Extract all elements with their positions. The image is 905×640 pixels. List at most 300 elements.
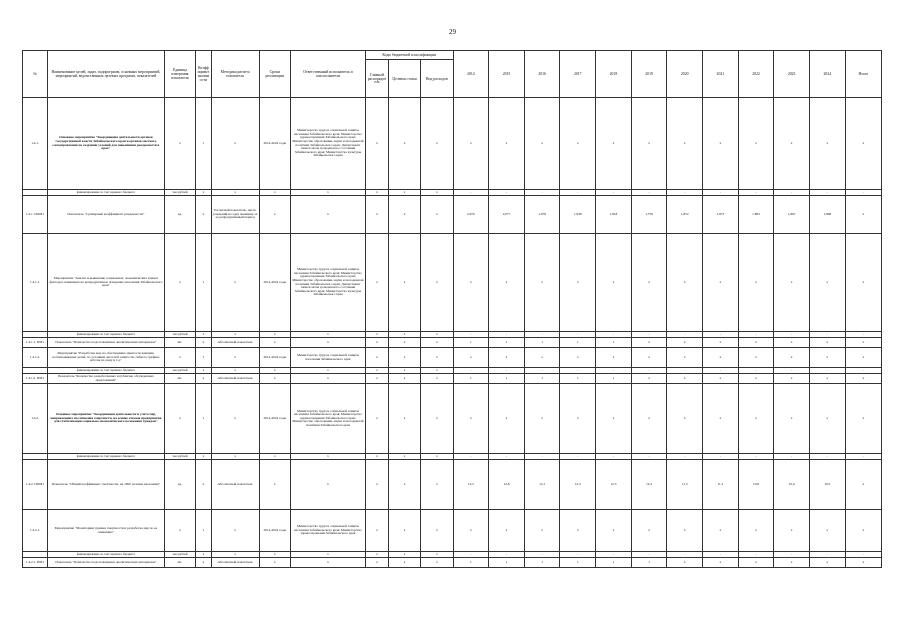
row-total-cell: - — [845, 332, 881, 338]
row-method-cell: Абсолютный показатель — [211, 374, 259, 384]
row-year-value-cell: x — [667, 98, 703, 190]
row-year-value-cell: - — [453, 190, 489, 196]
row-grbs-cell: x — [365, 368, 388, 374]
row-coef-cell: x — [196, 374, 212, 384]
header-year: 2020 — [667, 51, 703, 98]
row-responsible-cell: x — [290, 332, 365, 338]
row-year-value-cell: x — [774, 384, 810, 454]
row-year-value-cell: - — [809, 454, 845, 460]
row-year-value-cell: 1 — [489, 374, 525, 384]
row-year-value-cell: x — [809, 348, 845, 368]
row-responsible-cell: x — [290, 558, 365, 568]
row-responsible-cell: x — [290, 460, 365, 510]
header-coef: Коэффициент значимости — [196, 51, 212, 98]
table-row — [23, 558, 882, 568]
row-year-value-cell: x — [667, 234, 703, 332]
row-year-value-cell: 2,077 — [489, 196, 525, 234]
row-year-value-cell: 12,5 — [453, 460, 489, 510]
row-unit-cell: ед. — [164, 196, 195, 234]
header-year: 2017 — [560, 51, 596, 98]
row-name-cell: финансирование за счет краевого бюджета — [48, 552, 165, 558]
row-year-value-cell: x — [631, 384, 667, 454]
row-year-value-cell: x — [453, 98, 489, 190]
row-year-value-cell: - — [453, 552, 489, 558]
header-year: 2015 — [489, 51, 525, 98]
row-year-value-cell: - — [524, 552, 560, 558]
row-year-value-cell: x — [596, 348, 632, 368]
row-year-value-cell: x — [667, 374, 703, 384]
row-year-value-cell: x — [596, 234, 632, 332]
row-year-value-cell: 1 — [524, 338, 560, 348]
row-year-value-cell: x — [738, 510, 774, 552]
row-year-value-cell: 1,898 — [809, 196, 845, 234]
row-coef-cell: 1 — [196, 510, 212, 552]
row-name-cell: Мероприятие "Мониторинг причин смертности и разработка мер по ее снижению" — [48, 510, 165, 552]
row-year-value-cell: - — [631, 368, 667, 374]
row-unit-cell: шт. — [164, 338, 195, 348]
row-exp-cell: x — [421, 558, 453, 568]
row-year-value-cell: 12,3 — [596, 460, 632, 510]
row-year-value-cell: - — [524, 454, 560, 460]
row-year-value-cell: 11,3 — [667, 460, 703, 510]
row-year-value-cell: - — [489, 368, 525, 374]
row-responsible-cell: Министерство труда и социальной защиты населения Забайкальского края; Министерство здравоохранения Забайкальского края; Министерство образования, науки и молодежной политики Забайкальского края; Департамент записи актов гражданского состояния Забайкальского края; Министерство культуры Забайкальского края — [290, 98, 365, 190]
row-year-value-cell: 1 — [524, 558, 560, 568]
row-total-cell: x — [845, 384, 881, 454]
row-year-value-cell: - — [738, 368, 774, 374]
row-responsible-cell: x — [290, 454, 365, 460]
row-year-value-cell: x — [774, 374, 810, 384]
row-year-value-cell: - — [809, 552, 845, 558]
row-exp-cell: x — [421, 454, 453, 460]
row-year-value-cell: x — [738, 348, 774, 368]
row-responsible-cell: x — [290, 374, 365, 384]
row-grbs-cell: x — [365, 234, 388, 332]
row-year-value-cell: x — [667, 338, 703, 348]
row-total-cell: x — [845, 196, 881, 234]
row-year-value-cell: x — [703, 234, 739, 332]
row-year-value-cell: x — [560, 384, 596, 454]
row-method-cell: x — [211, 454, 259, 460]
row-year-value-cell: - — [596, 368, 632, 374]
row-exp-cell: x — [421, 332, 453, 338]
row-unit-cell: тыс.рублей — [164, 190, 195, 196]
row-exp-cell: x — [421, 196, 453, 234]
row-section-cell: x — [388, 454, 420, 460]
row-year-value-cell: - — [667, 332, 703, 338]
row-year-value-cell: 1 — [560, 374, 596, 384]
row-period-cell: x — [259, 460, 290, 510]
row-coef-cell: x — [196, 460, 212, 510]
row-coef-cell: x — [196, 558, 212, 568]
row-coef-cell: 1 — [196, 384, 212, 454]
row-grbs-cell: x — [365, 510, 388, 552]
row-grbs-cell: x — [365, 332, 388, 338]
row-total-cell: - — [845, 190, 881, 196]
row-year-value-cell: - — [703, 552, 739, 558]
row-total-cell: x — [845, 348, 881, 368]
row-exp-cell: x — [421, 510, 453, 552]
row-year-value-cell: x — [560, 98, 596, 190]
row-year-value-cell: 1 — [596, 374, 632, 384]
row-total-cell: x — [845, 234, 881, 332]
row-year-value-cell: - — [524, 368, 560, 374]
row-unit-cell: x — [164, 234, 195, 332]
row-year-value-cell: 12,4 — [631, 460, 667, 510]
row-period-cell: x — [259, 196, 290, 234]
row-year-value-cell: x — [596, 384, 632, 454]
row-period-cell: x — [259, 190, 290, 196]
row-code-cell: 1.4.2.1. — [23, 510, 48, 552]
row-section-cell: x — [388, 460, 420, 510]
row-year-value-cell: x — [596, 510, 632, 552]
row-year-value-cell: x — [453, 348, 489, 368]
row-name-cell: Мероприятие "Разработка мер по обеспечению занятости женщин, воспитывающих детей, по условиям льготной занятости, гибкого графика работы на дому и т.д." — [48, 348, 165, 368]
header-name: Наименование целей, задач, подпрограмм, основных мероприятий, мероприятий, ведомственных целевых программ, показателей — [48, 51, 165, 98]
table-row — [23, 98, 882, 190]
row-year-value-cell: x — [667, 348, 703, 368]
row-unit-cell: тыс.рублей — [164, 454, 195, 460]
row-name-cell: Основное мероприятие "Координация деятельности органов государственной власти Забайкальского края и органов местного самоуправления по созданию условий для повышения рождаемости в крае" — [48, 98, 165, 190]
header-section: Целевая статья — [388, 60, 420, 98]
row-year-value-cell: 1 — [453, 374, 489, 384]
row-year-value-cell: x — [524, 510, 560, 552]
row-year-value-cell: - — [809, 332, 845, 338]
row-section-cell: x — [388, 384, 420, 454]
row-name-cell: Показатель "Количество разработанных и публично обсужденных предложений" — [48, 374, 165, 384]
row-grbs-cell: x — [365, 460, 388, 510]
header-grbs: Главный распорядитель — [365, 60, 388, 98]
row-name-cell: Показатель "Суммарный коэффициент рождаемости" — [48, 196, 165, 234]
row-method-cell: x — [211, 552, 259, 558]
row-name-cell: Показатель "Количество подготовленных аналитических материалов" — [48, 558, 165, 568]
row-year-value-cell: - — [560, 332, 596, 338]
table-header — [23, 51, 882, 98]
row-code-cell: 1.4.1.1. ПМ1 — [23, 338, 48, 348]
row-year-value-cell: - — [667, 454, 703, 460]
row-code-cell: 1.4.1.1. — [23, 234, 48, 332]
row-year-value-cell: - — [489, 332, 525, 338]
row-responsible-cell: Министерство труда и социальной защиты населения Забайкальского края; Министерство здравоохранения Забайкальского края; Министерство образования, науки и молодежной политики Забайкальского края; Департамент записи актов гражданского состояния Забайкальского края; Министерство культуры Забайкальского края — [290, 234, 365, 332]
row-coef-cell: x — [196, 552, 212, 558]
row-name-cell: финансирование за счет краевого бюджета — [48, 190, 165, 196]
header-responsible: Ответственный исполнитель и соисполнители — [290, 51, 365, 98]
row-exp-cell: x — [421, 98, 453, 190]
row-total-cell: x — [845, 374, 881, 384]
row-year-value-cell: x — [489, 348, 525, 368]
row-year-value-cell: 1,979 — [524, 196, 560, 234]
row-unit-cell: тыс.рублей — [164, 552, 195, 558]
row-year-value-cell: x — [774, 510, 810, 552]
row-year-value-cell: x — [560, 234, 596, 332]
row-year-value-cell: - — [596, 332, 632, 338]
row-exp-cell: x — [421, 190, 453, 196]
row-year-value-cell: 1 — [560, 338, 596, 348]
row-year-value-cell: - — [809, 190, 845, 196]
row-year-value-cell: 11,1 — [703, 460, 739, 510]
row-total-cell: x — [845, 338, 881, 348]
row-exp-cell: x — [421, 348, 453, 368]
row-year-value-cell: - — [560, 190, 596, 196]
header-exp-type: Вид расходов — [421, 60, 453, 98]
header-budget-codes: Коды бюджетной классификации — [365, 51, 453, 60]
row-year-value-cell: - — [596, 552, 632, 558]
row-section-cell: x — [388, 196, 420, 234]
row-year-value-cell: 12,1 — [524, 460, 560, 510]
row-total-cell: - — [845, 454, 881, 460]
row-grbs-cell: x — [365, 348, 388, 368]
row-year-value-cell: 1 — [631, 558, 667, 568]
row-coef-cell: 1 — [196, 98, 212, 190]
row-year-value-cell: - — [738, 454, 774, 460]
row-period-cell: 2014-2024 годы — [259, 510, 290, 552]
row-exp-cell: x — [421, 552, 453, 558]
row-year-value-cell: x — [667, 384, 703, 454]
row-year-value-cell: - — [453, 368, 489, 374]
header-year: 2016 — [524, 51, 560, 98]
row-unit-cell: тыс.рублей — [164, 332, 195, 338]
row-year-value-cell: - — [703, 454, 739, 460]
row-year-value-cell: x — [738, 374, 774, 384]
row-period-cell: x — [259, 374, 290, 384]
row-period-cell: x — [259, 454, 290, 460]
row-code-cell: 1.4.1.2. ПМ1 — [23, 374, 48, 384]
row-coef-cell: x — [196, 338, 212, 348]
row-year-value-cell: - — [774, 368, 810, 374]
row-year-value-cell: x — [667, 558, 703, 568]
row-year-value-cell: - — [667, 368, 703, 374]
row-name-cell: Мероприятие "Анализ и выявление социальных, экономических и иных факторов, влияющих на репродуктивное поведение населения Забайкальского края" — [48, 234, 165, 332]
row-grbs-cell: x — [365, 552, 388, 558]
row-year-value-cell: x — [560, 510, 596, 552]
table-body — [23, 98, 882, 568]
row-year-value-cell: x — [809, 384, 845, 454]
row-coef-cell: 1 — [196, 348, 212, 368]
row-year-value-cell: - — [738, 332, 774, 338]
row-coef-cell: x — [196, 190, 212, 196]
row-year-value-cell: x — [489, 234, 525, 332]
row-grbs-cell: x — [365, 454, 388, 460]
row-exp-cell: x — [421, 368, 453, 374]
row-responsible-cell: Министерство труда и социальной защиты населения Забайкальского края; Министерство здравоохранения Забайкальского края — [290, 510, 365, 552]
row-year-value-cell: 1 — [489, 558, 525, 568]
row-responsible-cell: x — [290, 196, 365, 234]
row-year-value-cell: 1 — [596, 338, 632, 348]
row-year-value-cell: - — [703, 190, 739, 196]
row-method-cell: x — [211, 190, 259, 196]
row-year-value-cell: x — [524, 98, 560, 190]
row-year-value-cell: - — [667, 190, 703, 196]
row-year-value-cell: 10,5 — [809, 460, 845, 510]
row-year-value-cell: - — [667, 552, 703, 558]
row-method-cell: x — [211, 332, 259, 338]
row-year-value-cell: x — [809, 510, 845, 552]
row-unit-cell: тыс.рублей — [164, 368, 195, 374]
row-grbs-cell: x — [365, 384, 388, 454]
row-year-value-cell: 1,873 — [703, 196, 739, 234]
row-year-value-cell: x — [703, 374, 739, 384]
row-code-cell: 1.4.2.1. ПМ1 — [23, 558, 48, 568]
row-coef-cell: 1 — [196, 234, 212, 332]
row-period-cell: x — [259, 558, 290, 568]
program-table — [22, 50, 882, 568]
row-section-cell: x — [388, 332, 420, 338]
row-section-cell: x — [388, 552, 420, 558]
row-responsible-cell: x — [290, 552, 365, 558]
row-responsible-cell: x — [290, 190, 365, 196]
row-year-value-cell: x — [809, 374, 845, 384]
row-period-cell: x — [259, 332, 290, 338]
row-method-cell: x — [211, 234, 259, 332]
row-exp-cell: x — [421, 374, 453, 384]
row-grbs-cell: x — [365, 374, 388, 384]
row-year-value-cell: x — [809, 558, 845, 568]
header-method: Методика расчета показателя — [211, 51, 259, 98]
row-method-cell: Абсолютный показатель — [211, 338, 259, 348]
row-year-value-cell: x — [631, 510, 667, 552]
row-period-cell: x — [259, 552, 290, 558]
row-year-value-cell: 1 — [489, 338, 525, 348]
page-number: 29 — [449, 28, 456, 36]
table-row — [23, 338, 882, 348]
row-year-value-cell: x — [738, 234, 774, 332]
header-year: 2023 — [774, 51, 810, 98]
row-year-value-cell: x — [809, 338, 845, 348]
row-year-value-cell: - — [774, 332, 810, 338]
row-coef-cell: x — [196, 368, 212, 374]
row-total-cell: x — [845, 460, 881, 510]
row-year-value-cell: - — [489, 552, 525, 558]
row-name-cell: финансирование за счет краевого бюджета — [48, 368, 165, 374]
row-year-value-cell: 1,897 — [774, 196, 810, 234]
row-method-cell: x — [211, 368, 259, 374]
row-year-value-cell: x — [489, 510, 525, 552]
row-name-cell: Показатель "Количество подготовленных аналитических материалов" — [48, 338, 165, 348]
row-name-cell: финансирование за счет краевого бюджета — [48, 332, 165, 338]
row-year-value-cell: x — [596, 98, 632, 190]
row-exp-cell: x — [421, 234, 453, 332]
row-year-value-cell: x — [809, 234, 845, 332]
row-unit-cell: x — [164, 384, 195, 454]
row-name-cell: Основное мероприятие "Координация деятельности и учета мер, направленных на снижение смертности, на основе отказов предприятия для стабилизации социально-экономического положения граждан" — [48, 384, 165, 454]
row-code-cell: 1.4.1. — [23, 98, 48, 190]
row-year-value-cell: - — [596, 454, 632, 460]
row-year-value-cell: 1 — [596, 558, 632, 568]
row-year-value-cell: x — [738, 98, 774, 190]
row-year-value-cell: - — [774, 454, 810, 460]
table-row — [23, 196, 882, 234]
row-grbs-cell: x — [365, 558, 388, 568]
row-year-value-cell: 1,938 — [560, 196, 596, 234]
row-year-value-cell: x — [703, 338, 739, 348]
header-unit: Единица измерения показателя — [164, 51, 195, 98]
row-unit-cell: ед. — [164, 460, 195, 510]
row-year-value-cell: - — [560, 454, 596, 460]
row-year-value-cell: x — [774, 98, 810, 190]
row-year-value-cell: - — [774, 190, 810, 196]
row-total-cell: x — [845, 98, 881, 190]
row-year-value-cell: x — [774, 338, 810, 348]
row-year-value-cell: 1 — [453, 338, 489, 348]
row-method-cell: Расчетный показатель: число рождений на одну женщину за ее репродуктивный период — [211, 196, 259, 234]
row-section-cell: x — [388, 510, 420, 552]
row-year-value-cell: x — [453, 384, 489, 454]
row-section-cell: x — [388, 368, 420, 374]
row-year-value-cell: - — [703, 368, 739, 374]
row-year-value-cell: - — [631, 552, 667, 558]
row-year-value-cell: x — [738, 338, 774, 348]
row-exp-cell: x — [421, 384, 453, 454]
row-year-value-cell: - — [489, 454, 525, 460]
row-year-value-cell: 2,070 — [453, 196, 489, 234]
row-method-cell: x — [211, 510, 259, 552]
row-year-value-cell: x — [703, 384, 739, 454]
row-year-value-cell: - — [560, 368, 596, 374]
row-year-value-cell: x — [489, 384, 525, 454]
row-code-cell: 1.4.2. — [23, 384, 48, 454]
row-year-value-cell: 1,852 — [667, 196, 703, 234]
row-section-cell: x — [388, 348, 420, 368]
row-unit-cell: x — [164, 98, 195, 190]
row-year-value-cell: x — [703, 558, 739, 568]
row-year-value-cell: - — [596, 190, 632, 196]
row-year-value-cell: x — [631, 348, 667, 368]
row-period-cell: 2014-2024 годы — [259, 234, 290, 332]
row-grbs-cell: x — [365, 190, 388, 196]
row-section-cell: x — [388, 374, 420, 384]
row-year-value-cell: x — [524, 234, 560, 332]
row-year-value-cell: - — [631, 190, 667, 196]
row-year-value-cell: 10,4 — [774, 460, 810, 510]
row-year-value-cell: 1 — [453, 558, 489, 568]
row-responsible-cell: Министерство труда и социальной защиты населения Забайкальского края — [290, 348, 365, 368]
row-year-value-cell: x — [560, 348, 596, 368]
row-year-value-cell: x — [667, 510, 703, 552]
row-year-value-cell: x — [703, 510, 739, 552]
header-period: Сроки реализации — [259, 51, 290, 98]
row-total-cell: - — [845, 368, 881, 374]
row-year-value-cell: 1 — [560, 558, 596, 568]
row-unit-cell: x — [164, 510, 195, 552]
row-unit-cell: x — [164, 348, 195, 368]
row-year-value-cell: x — [703, 348, 739, 368]
row-unit-cell: шт. — [164, 558, 195, 568]
header-num: № — [23, 51, 48, 98]
row-responsible-cell: Министерство труда и социальной защиты населения Забайкальского края; Министерство здравоохранения Забайкальского края; Министерство образования, науки и молодежной политики Забайкальского края — [290, 384, 365, 454]
row-section-cell: x — [388, 234, 420, 332]
row-code-cell: 1.4.1. ПОМ1 — [23, 196, 48, 234]
row-year-value-cell: x — [453, 510, 489, 552]
row-grbs-cell: x — [365, 338, 388, 348]
row-year-value-cell: - — [524, 190, 560, 196]
header-year: 2024 — [809, 51, 845, 98]
row-year-value-cell: - — [453, 332, 489, 338]
row-year-value-cell: x — [453, 234, 489, 332]
header-year: 2022 — [738, 51, 774, 98]
row-year-value-cell: x — [738, 558, 774, 568]
row-year-value-cell: 1,893 — [738, 196, 774, 234]
row-exp-cell: x — [421, 460, 453, 510]
row-responsible-cell: x — [290, 338, 365, 348]
row-section-cell: x — [388, 558, 420, 568]
row-method-cell: x — [211, 98, 259, 190]
header-total: Итого — [845, 51, 881, 98]
row-year-value-cell: 12,8 — [489, 460, 525, 510]
row-year-value-cell: - — [489, 190, 525, 196]
row-year-value-cell: x — [631, 98, 667, 190]
row-period-cell: 2014-2024 годы — [259, 384, 290, 454]
row-year-value-cell: - — [703, 332, 739, 338]
